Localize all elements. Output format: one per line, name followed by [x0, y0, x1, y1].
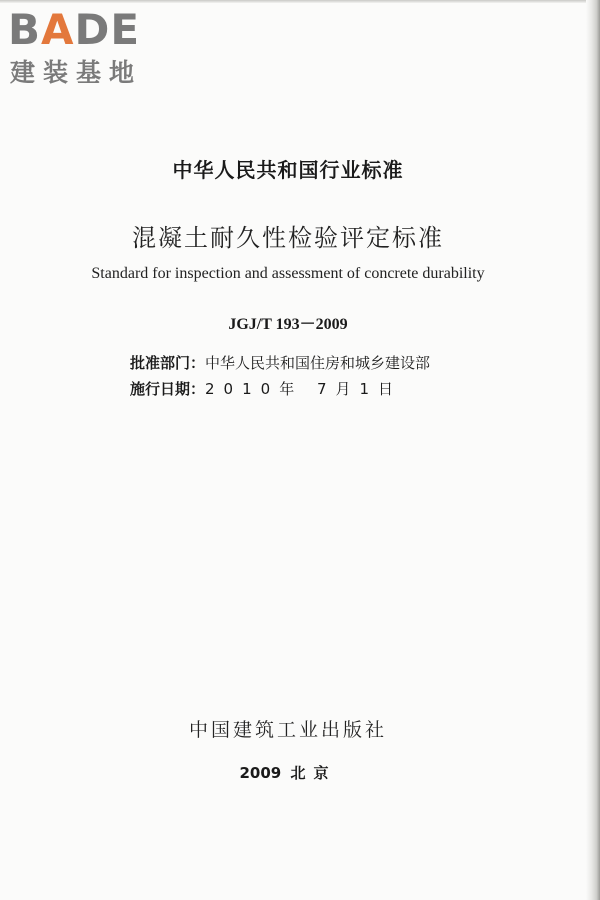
publisher-name: 中国建筑工业出版社 — [188, 719, 387, 741]
scan-right-edge — [586, 0, 600, 900]
approval-value: 中华人民共和国住房和城乡建设部 — [205, 354, 431, 372]
approval-label: 批准部门： — [130, 354, 206, 372]
publication-place — [0, 762, 576, 783]
publication-year: 2009 — [239, 764, 282, 782]
approval-line — [130, 352, 430, 373]
logo-wordmark — [8, 4, 140, 56]
standard-series-heading: 中华人民共和国行业标准 — [172, 158, 404, 182]
watermark-logo — [6, 4, 178, 92]
logo-letter-a: A — [41, 5, 75, 54]
effective-date-label: 施行日期： — [130, 380, 206, 398]
logo-letters-de: DE — [74, 5, 141, 54]
standard-code: JGJ/T 193－2009 — [228, 316, 348, 333]
title-english: Standard for inspection and assessment of concrete durability — [91, 265, 485, 282]
logo-letter-b: B — [8, 5, 42, 54]
title-chinese: 混凝土耐久性检验评定标准 — [132, 224, 444, 252]
scan-top-edge — [0, 0, 600, 3]
effective-date-line — [130, 378, 402, 399]
effective-date-value: 2010年 7月1日 — [205, 380, 403, 398]
logo-subtitle: 建装基地 — [10, 58, 143, 87]
publication-city: 北京 — [290, 764, 337, 782]
